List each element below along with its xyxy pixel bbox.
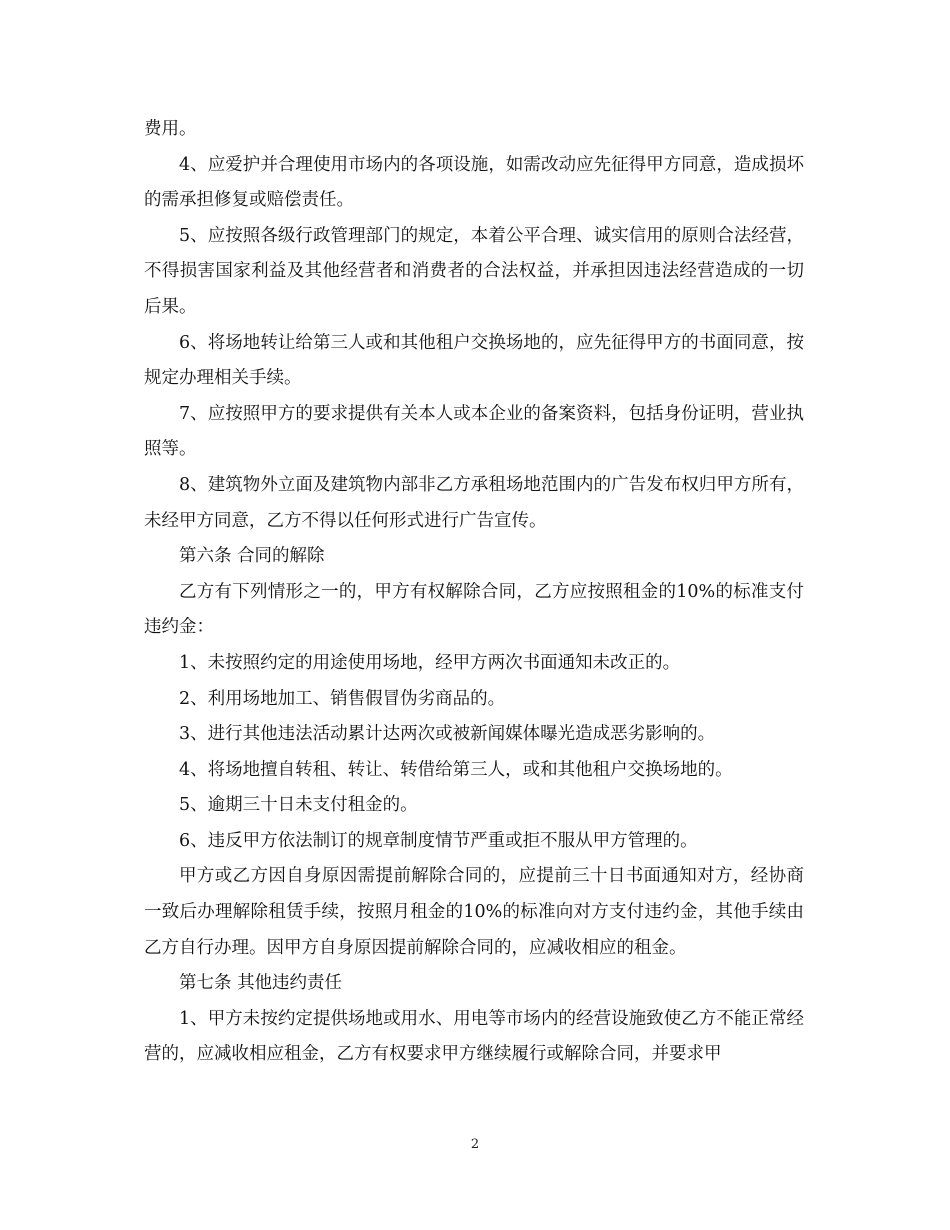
paragraph-termination-3: 3、进行其他违法活动累计达两次或被新闻媒体曝光造成恶劣影响的。 bbox=[179, 724, 716, 745]
paragraph-termination-intro: 乙方有下列情形之一的，甲方有权解除合同，乙方应按照租金的10%的标准支付违约金： bbox=[144, 581, 804, 638]
section-heading-article-6: 第六条 合同的解除 bbox=[179, 546, 325, 567]
paragraph-item-5: 5、应按照各级行政管理部门的规定，本着公平合理、诚实信用的原则合法经营，不得损害国家利益及其他经营者和消费者的合法权益，并承担因违法经营造成的一切后果。 bbox=[144, 225, 804, 317]
paragraph-termination-2: 2、利用场地加工、销售假冒伪劣商品的。 bbox=[179, 688, 506, 709]
paragraph-item-6: 6、将场地转让给第三人或和其他租户交换场地的，应先征得甲方的书面同意，按规定办理相关手续。 bbox=[144, 332, 804, 389]
paragraph-item-8: 8、建筑物外立面及建筑物内部非乙方承租场地范围内的广告发布权归甲方所有，未经甲方同意，乙方不得以任何形式进行广告宣传。 bbox=[144, 474, 804, 531]
paragraph-item-7: 7、应按照甲方的要求提供有关本人或本企业的备案资料，包括身份证明，营业执照等。 bbox=[144, 403, 804, 460]
paragraph-item-4: 4、应爱护并合理使用市场内的各项设施，如需改动应先征得甲方同意，造成损坏的需承担修复或赔偿责任。 bbox=[144, 154, 804, 211]
paragraph-termination-4: 4、将场地擅自转租、转让、转借给第三人，或和其他租户交换场地的。 bbox=[179, 759, 733, 780]
paragraph-termination-6: 6、违反甲方依法制订的规章制度情节严重或拒不服从甲方管理的。 bbox=[179, 830, 698, 851]
paragraph-early-termination: 甲方或乙方因自身原因需提前解除合同的，应提前三十日书面通知对方，经协商一致后办理解除租赁手续，按照月租金的10%的标准向对方支付违约金，其他手续由乙方自行办理。因甲方自身原因提前解除合同的，应减收相应的租金。 bbox=[144, 866, 804, 958]
page-number: 2 bbox=[470, 1137, 480, 1152]
paragraph-continuation: 费用。 bbox=[144, 119, 197, 139]
document-body bbox=[144, 112, 804, 1073]
section-heading-article-7: 第七条 其他违约责任 bbox=[179, 973, 343, 994]
paragraph-termination-1: 1、未按照约定的用途使用场地，经甲方两次书面通知未改正的。 bbox=[179, 652, 681, 673]
paragraph-liability-1: 1、甲方未按约定提供场地或用水、用电等市场内的经营设施致使乙方不能正常经营的，应减收相应租金，乙方有权要求甲方继续履行或解除合同，并要求甲 bbox=[144, 1008, 804, 1065]
paragraph-termination-5: 5、逾期三十日未支付租金的。 bbox=[179, 795, 418, 816]
